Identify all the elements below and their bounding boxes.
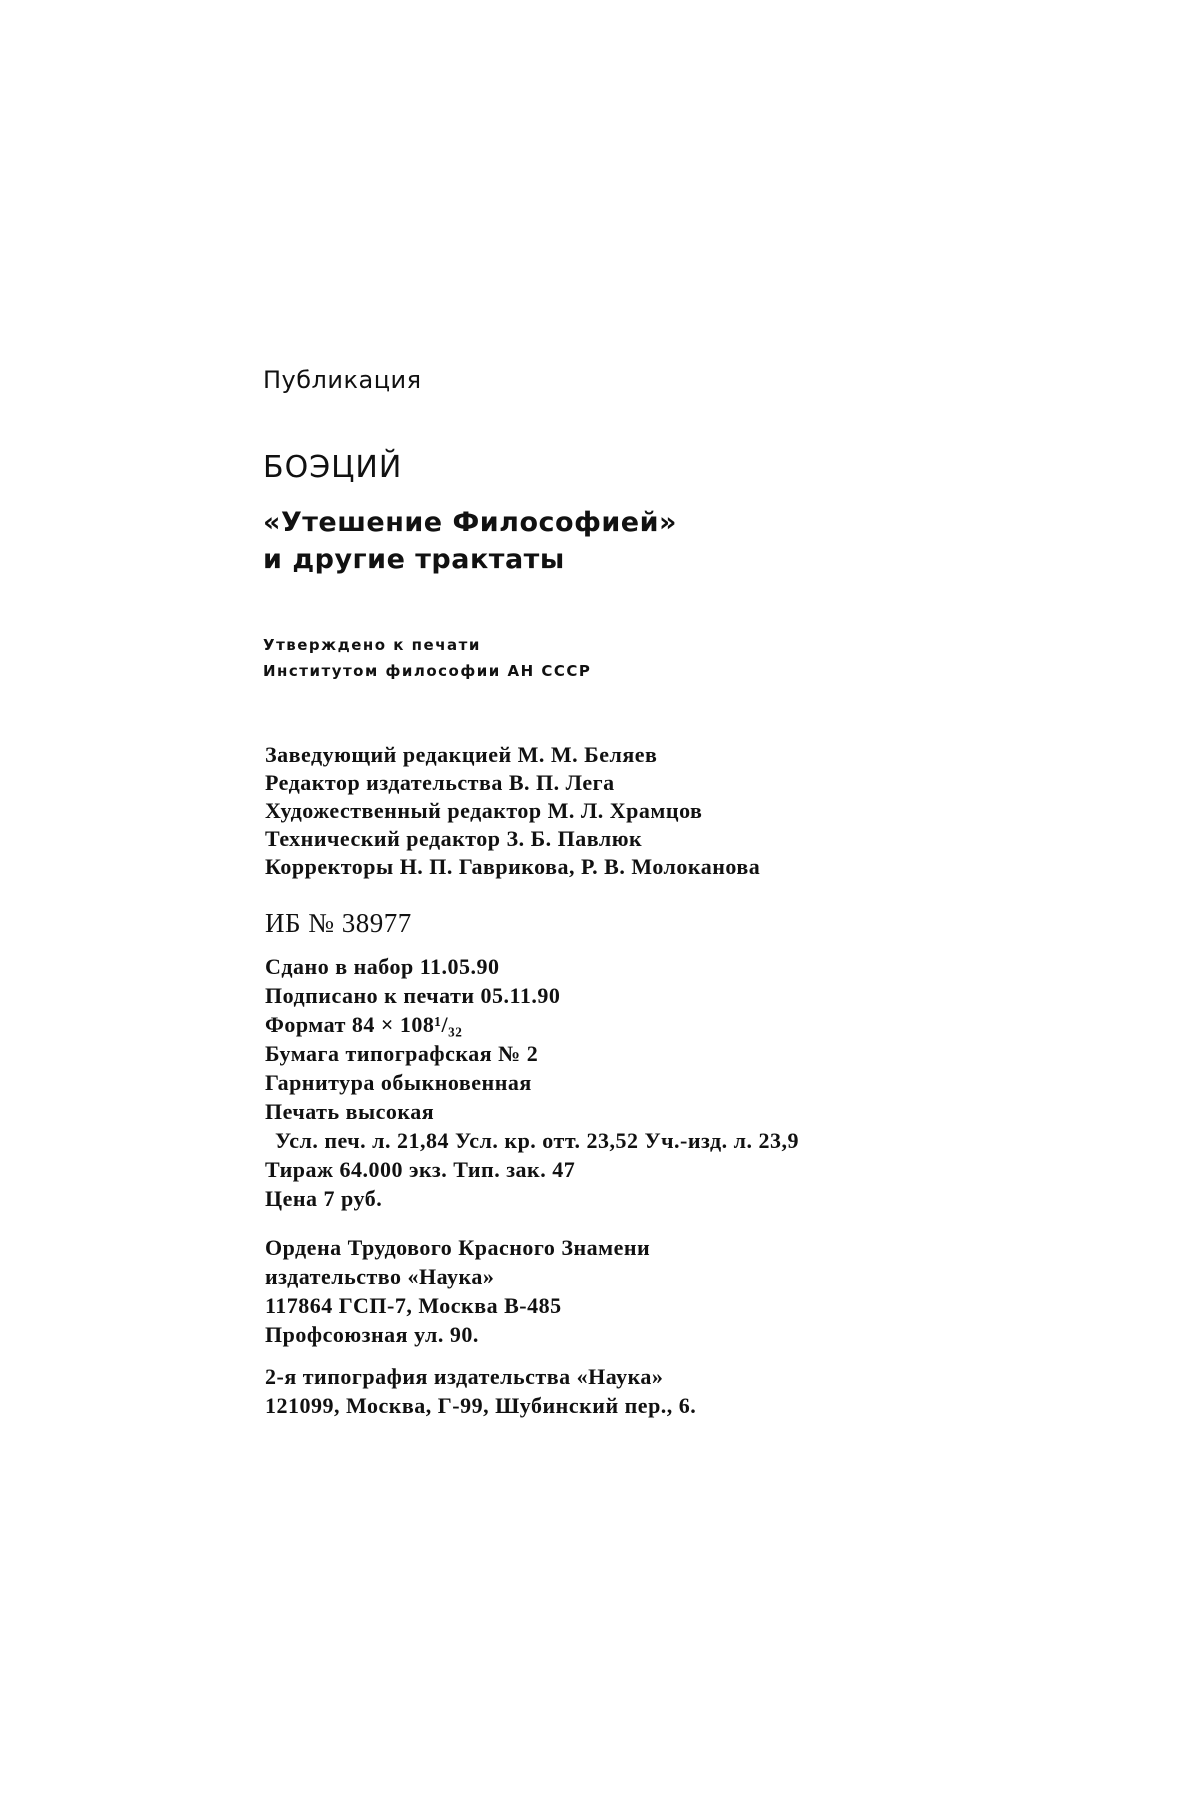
publisher-line: 117864 ГСП-7, Москва В-485 xyxy=(265,1293,562,1318)
spec-line: Формат 84 × 108¹/₃₂ xyxy=(265,1012,463,1037)
approval-note xyxy=(263,632,591,684)
staff-line: Корректоры Н. П. Гаврикова, Р. В. Молоканова xyxy=(265,854,761,879)
printer-line: 121099, Москва, Г-99, Шубинский пер., 6. xyxy=(265,1393,697,1418)
print-specifications xyxy=(265,952,799,1213)
publisher-line: Профсоюзная ул. 90. xyxy=(265,1322,479,1347)
publisher-line: Ордена Трудового Красного Знамени xyxy=(265,1235,651,1260)
editorial-staff xyxy=(265,741,760,881)
ib-number: ИБ № 38977 xyxy=(265,908,412,938)
spec-line: Гарнитура обыкновенная xyxy=(265,1070,532,1095)
staff-line: Технический редактор З. Б. Павлюк xyxy=(265,826,643,851)
spec-line: Подписано к печати 05.11.90 xyxy=(265,983,561,1008)
spec-line: Печать высокая xyxy=(265,1099,435,1124)
staff-line: Редактор издательства В. П. Лега xyxy=(265,770,615,795)
publisher-line: издательство «Наука» xyxy=(265,1264,495,1289)
publication-label: Публикация xyxy=(263,366,422,394)
approval-line: Утверждено к печати xyxy=(263,636,481,654)
publisher-address xyxy=(265,1233,650,1349)
staff-line: Художественный редактор М. Л. Храмцов xyxy=(265,798,703,823)
printer-line: 2-я типография издательства «Наука» xyxy=(265,1364,664,1389)
author-name: БОЭЦИЙ xyxy=(263,450,403,485)
staff-line: Заведующий редакцией М. М. Беляев xyxy=(265,742,658,767)
book-title xyxy=(263,504,677,578)
spec-line: Бумага типографская № 2 xyxy=(265,1041,539,1066)
printer-address xyxy=(265,1362,696,1420)
spec-line: Усл. печ. л. 21,84 Усл. кр. отт. 23,52 Уч.-изд. л. 23,9 xyxy=(275,1128,799,1153)
book-title-line: «Утешение Философией» xyxy=(263,507,677,538)
approval-line: Институтом философии АН СССР xyxy=(263,662,592,680)
spec-line: Сдано в набор 11.05.90 xyxy=(265,954,500,979)
spec-line: Тираж 64.000 экз. Тип. зак. 47 xyxy=(265,1157,576,1182)
book-title-line: и другие трактаты xyxy=(263,544,565,575)
spec-line: Цена 7 руб. xyxy=(265,1186,383,1211)
